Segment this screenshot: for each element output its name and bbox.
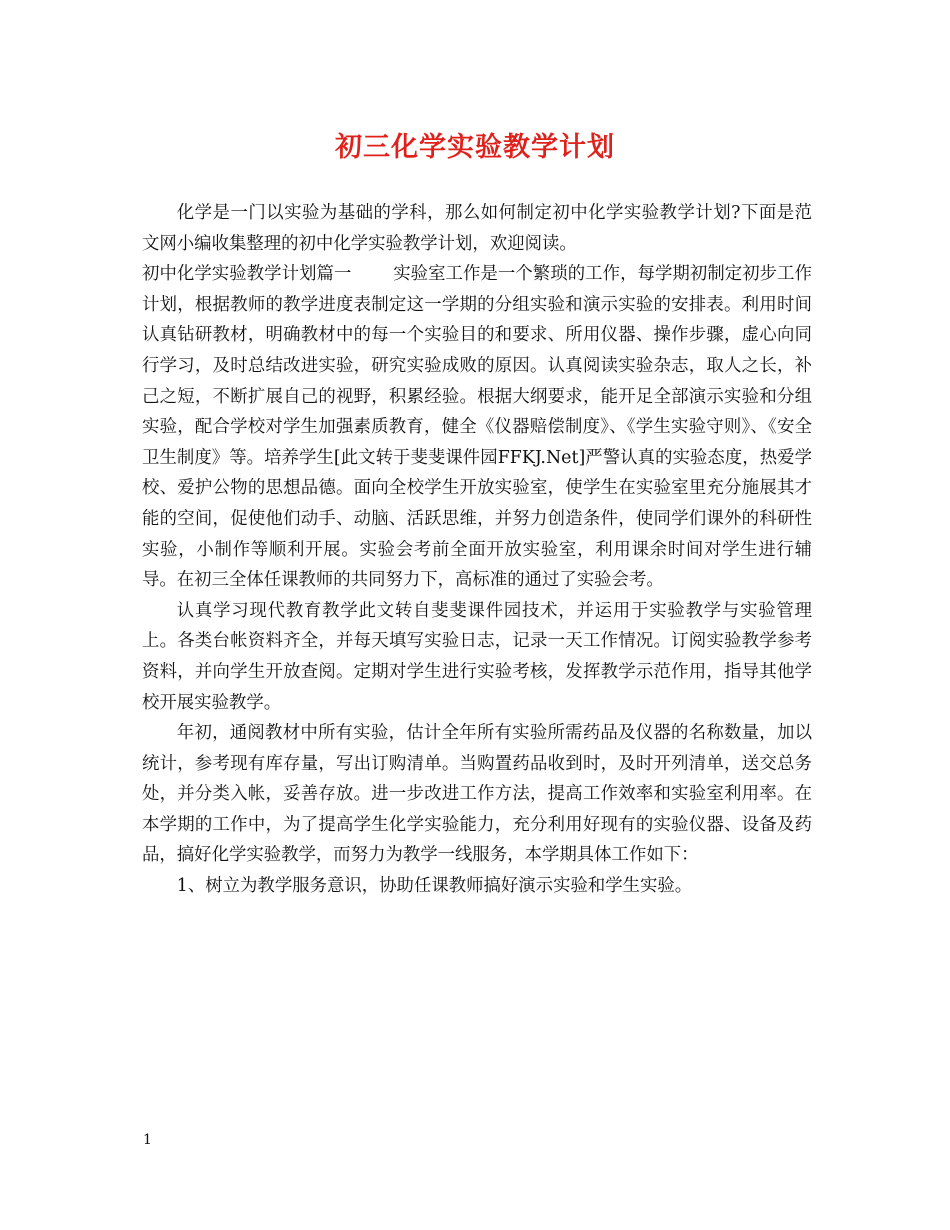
intro-paragraph: 化学是一门以实验为基础的学科，那么如何制定初中化学实验教学计划?下面是范文网小编收集整理的初中化学实验教学计划，欢迎阅读。	[142, 203, 812, 254]
page-title: 初三化学实验教学计划	[335, 132, 615, 163]
body-paragraph-4: 1、树立为教学服务意识，协助任课教师搞好演示实验和学生实验。	[176, 876, 693, 897]
section-paragraph	[142, 259, 812, 596]
section-heading: 初中化学实验教学计划篇一	[142, 264, 352, 285]
body-paragraph-2: 认真学习现代教育教学此文转自斐斐课件园技术，并运用于实验教学与实验管理上。各类台帐资料齐全，并每天填写实验日志，记录一天工作情况。订阅实验教学参考资料，并向学生开放查阅。定期对学生进行实验考核，发挥教学示范作用，指导其他学校开展实验教学。	[142, 600, 812, 713]
page-number: 1	[143, 1132, 152, 1148]
body-paragraph-3: 年初，通阅教材中所有实验，估计全年所有实验所需药品及仪器的名称数量，加以统计，参考现有库存量，写出订购清单。当购置药品收到时，及时开列清单，送交总务处，并分类入帐，妥善存放。进一步改进工作方法，提高工作效率和实验室利用率。在本学期的工作中，为了提高学生化学实验能力，充分利用好现有的实验仪器、设备及药品，搞好化学实验教学，而努力为教学一线服务，本学期具体工作如下：	[142, 723, 812, 866]
document-body	[142, 198, 812, 902]
body-paragraph-1: 实验室工作是一个繁琐的工作，每学期初制定初步工作计划，根据教师的教学进度表制定这一学期的分组实验和演示实验的安排表。利用时间认真钻研教材，明确教材中的每一个实验目的和要求、所用仪器、操作步骤，虚心向同行学习，及时总结改进实验，研究实验成败的原因。认真阅读实验杂志，取人之长，补己之短，不断扩展自己的视野，积累经验。根据大纲要求，能开足全部演示实验和分组实验，配合学校对学生加强素质教育，健全《仪器赔偿制度》、《学生实验守则》、《安全卫生制度》等。培养学生[此文转于斐斐课件园FFKJ.Net]严警认真的实验态度，热爱学校、爱护公物的思想品德。面向全校学生开放实验室，使学生在实验室里充分施展其才能的空间，促使他们动手、动脑、活跃思维，并努力创造条件，使同学们课外的科研性实验，小制作等顺利开展。实验会考前全面开放实验室，利用课余时间对学生进行辅导。在初三全体任课教师的共同努力下，高标准的通过了实验会考。	[142, 264, 812, 591]
